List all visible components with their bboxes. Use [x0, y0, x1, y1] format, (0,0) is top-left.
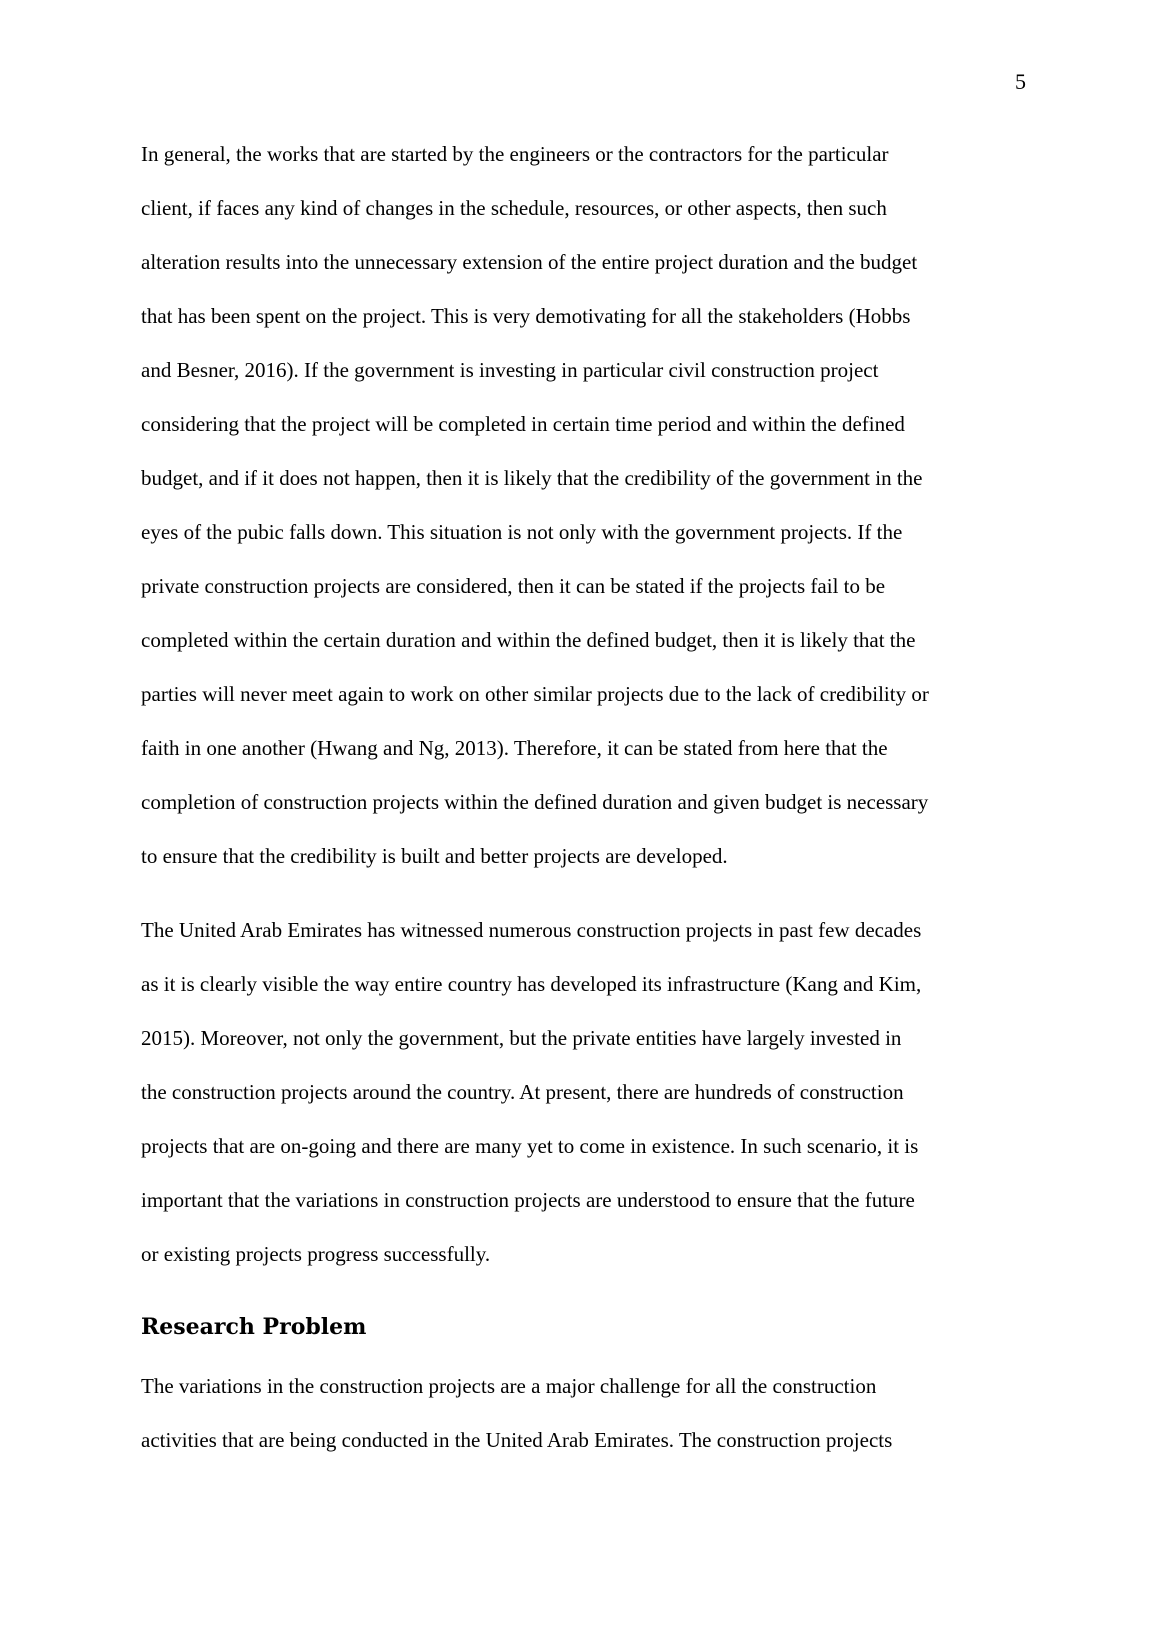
text-line: private construction projects are considered, then it can be stated if the projects fail to be — [141, 574, 886, 598]
text-line: budget, and if it does not happen, then it is likely that the credibility of the government in the — [141, 466, 923, 490]
page-number: 5 — [1015, 69, 1026, 94]
text-line: that has been spent on the project. This is very demotivating for all the stakeholders (Hobbs — [141, 304, 911, 328]
text-line: The variations in the construction projects are a major challenge for all the construction — [141, 1374, 877, 1398]
text-line: projects that are on-going and there are many yet to come in existence. In such scenario, it is — [141, 1134, 919, 1158]
text-line: 2015). Moreover, not only the government, but the private entities have largely invested in — [141, 1026, 902, 1050]
text-line: considering that the project will be completed in certain time period and within the defined — [141, 412, 905, 436]
text-line: the construction projects around the country. At present, there are hundreds of construction — [141, 1080, 904, 1104]
text-line: completion of construction projects within the defined duration and given budget is necessary — [141, 790, 929, 814]
text-line: The United Arab Emirates has witnessed numerous construction projects in past few decades — [141, 918, 922, 942]
text-line: and Besner, 2016). If the government is investing in particular civil construction project — [141, 358, 879, 382]
text-line: as it is clearly visible the way entire country has developed its infrastructure (Kang and Kim, — [141, 972, 922, 996]
text-line: alteration results into the unnecessary extension of the entire project duration and the budget — [141, 250, 918, 274]
text-line: activities that are being conducted in the United Arab Emirates. The construction projects — [141, 1428, 893, 1452]
text-line: In general, the works that are started by the engineers or the contractors for the particular — [141, 142, 889, 166]
text-line: completed within the certain duration and within the defined budget, then it is likely that the — [141, 628, 916, 652]
text-line: client, if faces any kind of changes in the schedule, resources, or other aspects, then such — [141, 196, 887, 220]
text-line: parties will never meet again to work on other similar projects due to the lack of credibility or — [141, 682, 929, 706]
text-line: important that the variations in construction projects are understood to ensure that the future — [141, 1188, 915, 1212]
text-line: to ensure that the credibility is built and better projects are developed. — [141, 844, 728, 868]
text-line: eyes of the pubic falls down. This situation is not only with the government projects. If the — [141, 520, 903, 544]
text-line: or existing projects progress successfully. — [141, 1242, 491, 1266]
text-line: faith in one another (Hwang and Ng, 2013). Therefore, it can be stated from here that the — [141, 736, 888, 760]
section-heading: Research Problem — [141, 1314, 367, 1340]
